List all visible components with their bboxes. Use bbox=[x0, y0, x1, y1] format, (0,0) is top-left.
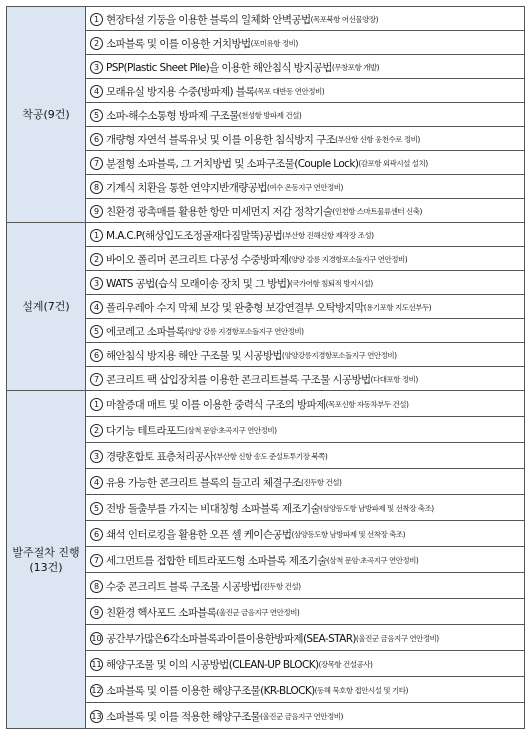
item-cell bbox=[86, 295, 525, 319]
item-site-note: (감포항 외곽시설 설치) bbox=[358, 159, 428, 168]
item-site-note: (목포신항 자동차부두 건설) bbox=[325, 400, 409, 409]
item-number-badge: 1 bbox=[90, 229, 103, 242]
item-number-badge: 4 bbox=[90, 301, 103, 314]
item-site-note: (목포북항 어선물양장) bbox=[310, 15, 379, 24]
item-title: 유용 가능한 콘크리트 블록의 들고리 체결구조 bbox=[106, 477, 302, 489]
item-cell bbox=[86, 103, 525, 127]
item-site-note: (여수 온동지구 연안정비) bbox=[266, 183, 343, 192]
item-number-badge: 12 bbox=[91, 686, 102, 695]
item-site-note: (부산항 신항 웅천수로 정비) bbox=[335, 135, 420, 144]
item-cell bbox=[86, 31, 525, 55]
item-number-badge: 2 bbox=[90, 37, 103, 50]
item-cell bbox=[86, 391, 525, 417]
item-cell bbox=[86, 343, 525, 367]
item-cell bbox=[86, 199, 525, 223]
item-title: 소파블록 및 이를 이용한 거치방법 bbox=[106, 38, 251, 50]
item-cell bbox=[86, 247, 525, 271]
item-cell bbox=[86, 175, 525, 199]
item-site-note: (삼양등도항 남방파제 및 선착장 축조) bbox=[291, 530, 406, 539]
item-number-badge: 6 bbox=[90, 133, 103, 146]
item-cell bbox=[86, 151, 525, 175]
item-number-badge: 9 bbox=[90, 606, 103, 619]
item-title: 해안침식 방지용 해안 구조물 및 시공방법 bbox=[106, 350, 282, 362]
item-site-note: (국가어항 침퇴적 방지시설) bbox=[289, 279, 373, 288]
item-number-badge: 6 bbox=[90, 349, 103, 362]
item-cell bbox=[86, 79, 525, 103]
item-number-badge: 9 bbox=[90, 205, 103, 218]
item-site-note: (부산항 진해신항 제작장 조성) bbox=[282, 231, 374, 240]
item-site-note: (울진군 금음지구 연안정비) bbox=[216, 608, 300, 617]
item-number-badge: 4 bbox=[90, 476, 103, 489]
item-cell bbox=[86, 127, 525, 151]
item-number-badge: 5 bbox=[90, 502, 103, 515]
item-title: 전방 돌출부를 가지는 비대칭형 소파블록 제조기술 bbox=[106, 503, 321, 515]
item-number-badge: 13 bbox=[91, 712, 102, 721]
item-title: 콘크리트 팩 삽입장치를 이용한 콘크리트블록 구조물 시공방법 bbox=[106, 374, 371, 386]
item-title: 현장타설 기둥을 이용한 블록의 일체화 안벽공법 bbox=[106, 14, 311, 26]
category-label: 설계(7건) bbox=[7, 223, 86, 391]
item-cell bbox=[86, 573, 525, 599]
item-site-note: (삼척 문암·초곡지구 연안정비) bbox=[185, 426, 277, 435]
item-title: 모래유실 방지용 수중(방파제) 블록 bbox=[106, 86, 255, 98]
item-site-note: (양양 강릉 지경항포소돌지구 연안정비) bbox=[185, 327, 304, 336]
item-cell bbox=[86, 547, 525, 573]
item-number-badge: 7 bbox=[90, 554, 103, 567]
item-number-badge: 5 bbox=[90, 109, 103, 122]
item-number-badge: 4 bbox=[90, 85, 103, 98]
item-cell bbox=[86, 703, 525, 729]
item-number-badge: 2 bbox=[90, 253, 103, 266]
item-title: 개량형 자연석 블록유닛 및 이를 이용한 침식방지 구조 bbox=[106, 134, 336, 146]
item-number-badge: 7 bbox=[90, 373, 103, 386]
tech-table-body bbox=[7, 7, 525, 729]
item-site-note: (진두항 건설) bbox=[301, 478, 342, 487]
item-number-badge: 2 bbox=[90, 424, 103, 437]
item-cell bbox=[86, 677, 525, 703]
item-number-badge: 1 bbox=[90, 398, 103, 411]
item-number-badge: 10 bbox=[91, 634, 102, 643]
item-title: 마찰증대 매트 및 이를 이용한 중력식 구조의 방파제 bbox=[106, 399, 326, 411]
item-title: 분절형 소파블록, 그 거치방법 및 소파구조물(Couple Lock) bbox=[106, 158, 359, 170]
category-label: 착공(9건) bbox=[7, 7, 86, 223]
item-number-badge: 7 bbox=[90, 157, 103, 170]
item-title: 쇄석 인터로킹을 활용한 오픈 셀 케이슨공법 bbox=[106, 529, 292, 541]
item-cell bbox=[86, 319, 525, 343]
item-site-note: (천성항 방파제 건설) bbox=[238, 111, 302, 120]
item-title: M.A.C.P(해상입도조정골재다짐말뚝)공법 bbox=[106, 230, 283, 242]
item-title: 소파블록 및 이를 적용한 해양구조물 bbox=[106, 711, 261, 723]
item-title: 소파블록 및 이를 이용한 해양구조물(KR-BLOCK) bbox=[106, 685, 315, 697]
table-row bbox=[7, 391, 525, 417]
item-cell bbox=[86, 521, 525, 547]
item-number-badge: 3 bbox=[90, 277, 103, 290]
item-cell bbox=[86, 599, 525, 625]
item-cell bbox=[86, 495, 525, 521]
item-site-note: (장목항 건설공사) bbox=[318, 660, 373, 669]
item-site-note: (인천항 스마트물류센터 신축) bbox=[332, 207, 422, 216]
item-site-note: (울진군 금음지구 연안정비) bbox=[355, 634, 439, 643]
item-site-note: (포미유항 정비) bbox=[250, 39, 298, 48]
item-cell bbox=[86, 625, 525, 651]
item-title: PSP(Plastic Sheet Pile)을 이용한 해안침식 방지공법 bbox=[106, 62, 332, 74]
item-cell bbox=[86, 651, 525, 677]
item-site-note: (양양강릉지경항포소돌지구 연안정비) bbox=[281, 351, 397, 360]
item-number-badge: 3 bbox=[90, 61, 103, 74]
item-number-badge: 11 bbox=[91, 660, 102, 669]
item-cell bbox=[86, 271, 525, 295]
item-title: 바이오 폴리머 콘크리트 다공성 수중방파제 bbox=[106, 254, 289, 266]
item-cell bbox=[86, 55, 525, 79]
item-title: 친환경 광촉매를 활용한 항만 미세먼지 저감 정착기술 bbox=[106, 206, 333, 218]
item-title: 경량혼합토 표층처리공사 bbox=[106, 451, 214, 463]
item-site-note: (부산항 신항 송도 준설토투기장 북쪽) bbox=[213, 452, 328, 461]
item-number-badge: 8 bbox=[90, 181, 103, 194]
item-title: 다기능 테트라포드 bbox=[106, 425, 186, 437]
item-number-badge: 3 bbox=[90, 450, 103, 463]
table-row bbox=[7, 7, 525, 31]
item-title: 해양구조물 및 이의 시공방법(CLEAN-UP BLOCK) bbox=[106, 659, 319, 671]
item-title: 세그먼트를 접합한 테트라포드형 소파블록 제조기술 bbox=[106, 555, 327, 567]
item-site-note: (삼양등도항 남방파제 및 선착장 축조) bbox=[320, 504, 434, 513]
item-site-note: (목포 대반동 연안정비) bbox=[254, 87, 325, 96]
item-cell bbox=[86, 417, 525, 443]
item-site-note: (울진군 금음지구 연안정비) bbox=[260, 712, 343, 721]
item-site-note: (용기포항 지도선부두) bbox=[363, 303, 432, 312]
item-site-note: (양양 강릉 지경항포소돌지구 연안정비) bbox=[288, 255, 408, 264]
category-label: 발주절차 진행 (13건) bbox=[7, 391, 86, 729]
table-row bbox=[7, 223, 525, 247]
item-title: WATS 공법(습식 모래이송 장치 및 그 방법) bbox=[106, 278, 290, 290]
item-number-badge: 6 bbox=[90, 528, 103, 541]
item-number-badge: 5 bbox=[90, 325, 103, 338]
item-cell bbox=[86, 7, 525, 31]
item-title: 친환경 헥사포드 소파블록 bbox=[106, 607, 217, 619]
tech-table bbox=[6, 6, 525, 729]
item-cell bbox=[86, 469, 525, 495]
item-title: 수중 콘크리트 블록 구조물 시공방법 bbox=[106, 581, 261, 593]
item-number-badge: 8 bbox=[90, 580, 103, 593]
item-cell bbox=[86, 367, 525, 391]
item-title: 폴리우레아 수지 막체 보강 및 완충형 보강연결부 오탁방지막 bbox=[106, 302, 364, 314]
item-site-note: (진두항 건설) bbox=[260, 582, 301, 591]
item-site-note: (동해 묵호항 접안시설 및 기타) bbox=[314, 686, 408, 695]
item-title: 에코레고 소파블록 bbox=[106, 326, 186, 338]
item-title: 기계식 치환을 통한 연약지반개량공법 bbox=[106, 182, 267, 194]
item-site-note: (다대포항 정비) bbox=[370, 375, 418, 384]
item-cell bbox=[86, 443, 525, 469]
item-site-note: (삼척 문암·초곡지구 연안정비) bbox=[326, 556, 419, 565]
item-cell bbox=[86, 223, 525, 247]
item-title: 공간부가많은6각소파블록과이를이용한방파제(SEA-STAR) bbox=[106, 633, 356, 645]
item-number-badge: 1 bbox=[90, 13, 103, 26]
item-site-note: (무창포항 개발) bbox=[331, 63, 380, 72]
item-title: 소파-해수소통형 방파제 구조물 bbox=[106, 110, 239, 122]
